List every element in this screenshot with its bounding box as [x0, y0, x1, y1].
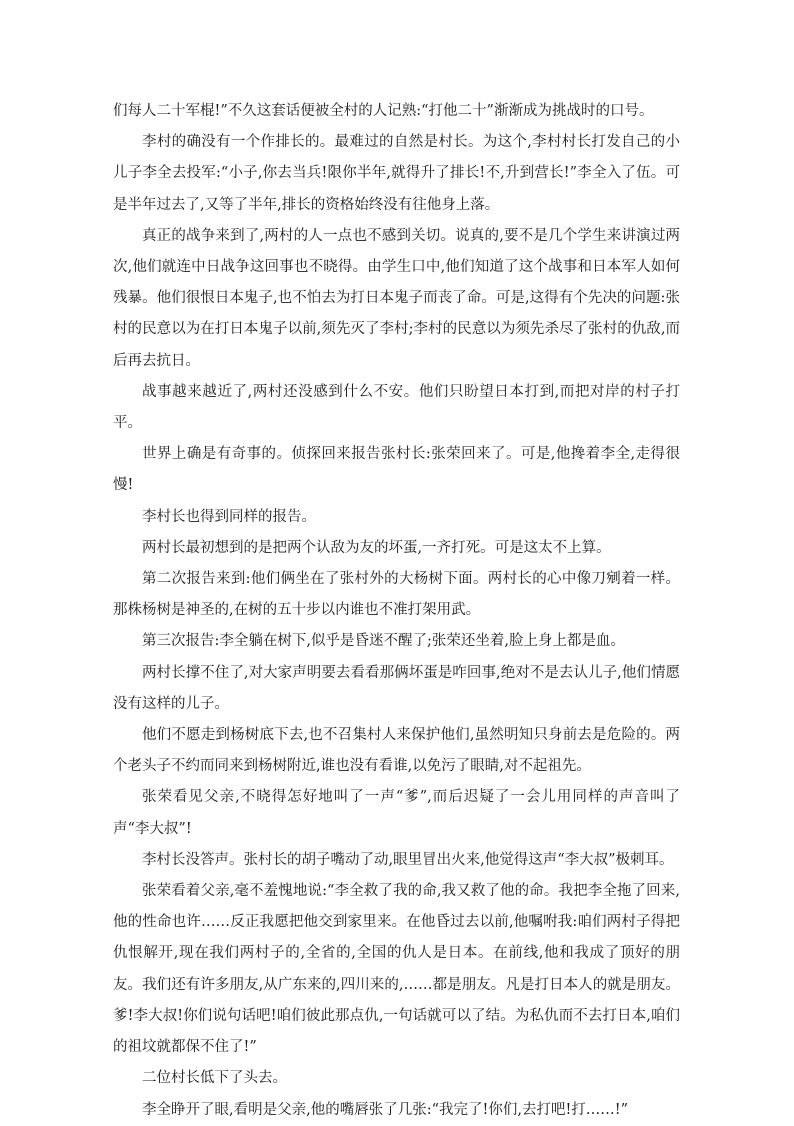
- paragraph: 战事越来越近了,两村还没感到什么不安。他们只盼望日本打到,而把对岸的村子打平。: [113, 383, 680, 432]
- paragraph: 第二次报告来到:他们俩坐在了张村外的大杨树下面。两村长的心中像刀剜着一样。那株杨树是神圣的,在树的五十步以内谁也不准打架用武。: [113, 571, 680, 619]
- paragraph: 李全睁开了眼,看明是父亲,他的嘴唇张了几张:“我完了!你们,去打吧!打……!”: [142, 1101, 629, 1118]
- paragraph: 世界上确是有奇事的。侦探回来报告张村长:张荣回来了。可是,他搀着李全,走得很慢!: [113, 446, 680, 494]
- paragraph: 真正的战争来到了,两村的人一点也不感到关切。说真的,要不是几个学生来讲演过两次,他们就连中日战争这回事也不晓得。由学生口中,他们知道了这个战事和日本军人如何残暴。他们很恨日本鬼子,也不怕去为打日本鬼子而丧了命。可是,这得有个先决的问题:张村的民意以为在打日本鬼子以前,须先灭了李村;李村的民意以为须先杀尽了张村的仇敌,而后再去抗日。: [113, 227, 680, 369]
- paragraph: 第三次报告:李全躺在树下,似乎是昏迷不醒了;张荣还坐着,脸上身上都是血。: [142, 633, 625, 650]
- paragraph: 李村长没答声。张村长的胡子嘴动了动,眼里冒出火来,他觉得这声“李大叔”极刺耳。: [142, 851, 674, 868]
- paragraph: 二位村长低下了头去。: [142, 1070, 287, 1087]
- paragraph: 张荣看见父亲,不晓得怎好地叫了一声“爹”,而后迟疑了一会儿用同样的声音叫了声“李大叔”!: [113, 789, 680, 837]
- document-body: [113, 96, 680, 1126]
- paragraph: 张荣看着父亲,毫不羞愧地说:“李全救了我的命,我又救了他的命。我把李全拖了回来,他的性命也许……反正我愿把他交到家里来。在他昏过去以前,他嘱咐我:咱们两村子得把仇恨解开,现在我们两村子的,全省的,全国的仇人是日本。在前线,他和我成了顶好的朋友。我们还有许多朋友,从广东来的,四川来的,……都是朋友。凡是打日本人的就是朋友。爹!李大叔!你们说句话吧!咱们彼此那点仇,一句话就可以了结。为私仇而不去打日本,咱们的祖坟就都保不住了!”: [113, 883, 680, 1056]
- paragraph: 他们不愿走到杨树底下去,也不召集村人来保护他们,虽然明知只身前去是危险的。两个老头子不约而同来到杨树附近,谁也没有看谁,以免污了眼睛,对不起祖先。: [113, 727, 680, 775]
- paragraph: 两村长最初想到的是把两个认敌为友的坏蛋,一齐打死。可是这太不上算。: [142, 539, 611, 556]
- paragraph: 们每人二十军棍!”不久这套话便被全村的人记熟:“打他二十”渐渐成为挑战时的口号。: [113, 103, 654, 119]
- paragraph: 两村长撑不住了,对大家声明要去看看那俩坏蛋是咋回事,绝对不是去认儿子,他们情愿没有这样的儿子。: [113, 664, 680, 712]
- paragraph: 李村的确没有一个作排长的。最难过的自然是村长。为这个,李村村长打发自己的小儿子李全去投军:“小子,你去当兵!限你半年,就得升了排长!不,升到营长!”李全入了伍。可是半年过去了,又等了半年,排长的资格始终没有往他身上落。: [113, 134, 680, 213]
- paragraph: 李村长也得到同样的报告。: [142, 508, 316, 525]
